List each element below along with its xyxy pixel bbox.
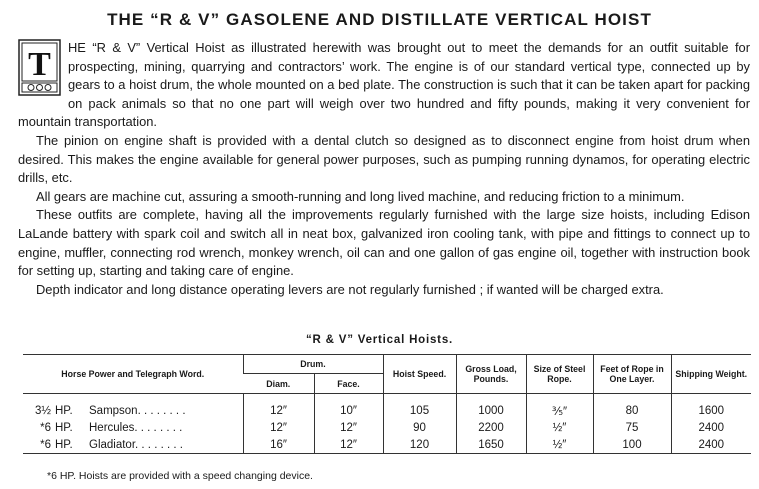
gross-load: 1650: [456, 436, 526, 454]
shipping-weight: 2400: [671, 419, 751, 436]
header-drum: Drum.: [243, 355, 383, 374]
paragraph-gears: All gears are machine cut, assuring a smooth-running and long lived machine, and reducing friction to a minimum.: [36, 188, 685, 204]
page-title: THE “R & V” GASOLENE AND DISTILLATE VERTICAL HOIST: [107, 10, 652, 29]
rope-size: ½″: [526, 419, 593, 436]
model-cell: *6 HP. Hercules. . . . . . . .: [23, 419, 243, 436]
hp-unit: HP.: [55, 438, 73, 451]
shipping-weight: 2400: [671, 436, 751, 454]
paragraph-intro: HE “R & V” Vertical Hoist as illustrated herewith was brought out to meet the demands for an outfit suitable for prospecting, mining, quarrying and contractors’ work. The engine is of our standard vertical type, connected up by gears to a hoist drum, the whole mounted on a bed plate. The construction is such that it can be taken apart for packing on pack animals so that no one part will weigh over two hundred and fifty pounds, making it very convenient for mountain transportation.: [18, 40, 750, 130]
rope-size: ½″: [526, 436, 593, 454]
header-hoist-speed: Hoist Speed.: [383, 355, 456, 394]
hp-value: *6: [40, 421, 51, 434]
model-cell: *6 HP. Gladiator. . . . . . . .: [23, 436, 243, 454]
hp-value: *6: [40, 438, 51, 451]
drum-diam: 12″: [243, 419, 314, 436]
description-text: [18, 39, 750, 299]
hoist-speed: 105: [383, 394, 456, 420]
drum-face: 12″: [314, 436, 383, 454]
rope-feet: 75: [593, 419, 671, 436]
table-row: [23, 419, 751, 436]
header-horse-power: Horse Power and Telegraph Word.: [23, 355, 243, 394]
table-row: [23, 394, 751, 420]
drum-face: 10″: [314, 394, 383, 420]
rope-feet: 100: [593, 436, 671, 454]
drum-diam: 12″: [243, 394, 314, 420]
telegraph-word: Hercules: [89, 421, 135, 434]
telegraph-word: Gladiator: [89, 438, 136, 451]
hoist-spec-table: [23, 354, 751, 454]
rope-feet: 80: [593, 394, 671, 420]
header-shipping-weight: Shipping Weight.: [671, 355, 751, 394]
rope-size: ⅗″: [526, 394, 593, 420]
model-cell: 3½ HP. Sampson. . . . . . . .: [23, 394, 243, 420]
shipping-weight: 1600: [671, 394, 751, 420]
paragraph-extras: Depth indicator and long distance operating levers are not regularly furnished ; if wanted will be charged extra.: [36, 281, 664, 297]
gross-load: 1000: [456, 394, 526, 420]
header-rope-size: Size of Steel Rope.: [526, 355, 593, 394]
hp-unit: HP.: [55, 421, 73, 434]
hp-unit: HP.: [55, 404, 73, 417]
paragraph-clutch: The pinion on engine shaft is provided with a dental clutch so designed as to disconnect engine from hoist drum when desired. This makes the engine available for general power purposes, such as pumping running dynamos, for operating electric drills, etc.: [18, 132, 750, 186]
header-drum-face: Face.: [314, 374, 383, 394]
dropcap-letter: T: [28, 46, 51, 83]
gross-load: 2200: [456, 419, 526, 436]
header-gross-load: Gross Load, Pounds.: [456, 355, 526, 394]
paragraph-outfits: These outfits are complete, having all the improvements regularly furnished with the large size hoists, including Edison LaLande battery with spark coil and switch all in neat box, galvanized iron cooling tank, with pipe and fittings to connect up to engine, muffler, connecting rod wrench, monkey wrench, oil can and one gallon of gas engine oil, together with instruction book for setting up, starting and taking care of engine.: [18, 207, 750, 279]
header-rope-feet: Feet of Rope in One Layer.: [593, 355, 671, 394]
footnote: *6 HP. Hoists are provided with a speed changing device.: [47, 470, 313, 482]
table-title: “R & V” Vertical Hoists.: [305, 334, 454, 346]
drum-face: 12″: [314, 419, 383, 436]
table-row: [23, 436, 751, 454]
hoist-speed: 90: [383, 419, 456, 436]
dropcap-ornament: [18, 39, 61, 96]
hp-value: 3½: [35, 404, 51, 417]
header-drum-diam: Diam.: [243, 374, 314, 394]
telegraph-word: Sampson: [89, 404, 138, 417]
hoist-speed: 120: [383, 436, 456, 454]
drum-diam: 16″: [243, 436, 314, 454]
